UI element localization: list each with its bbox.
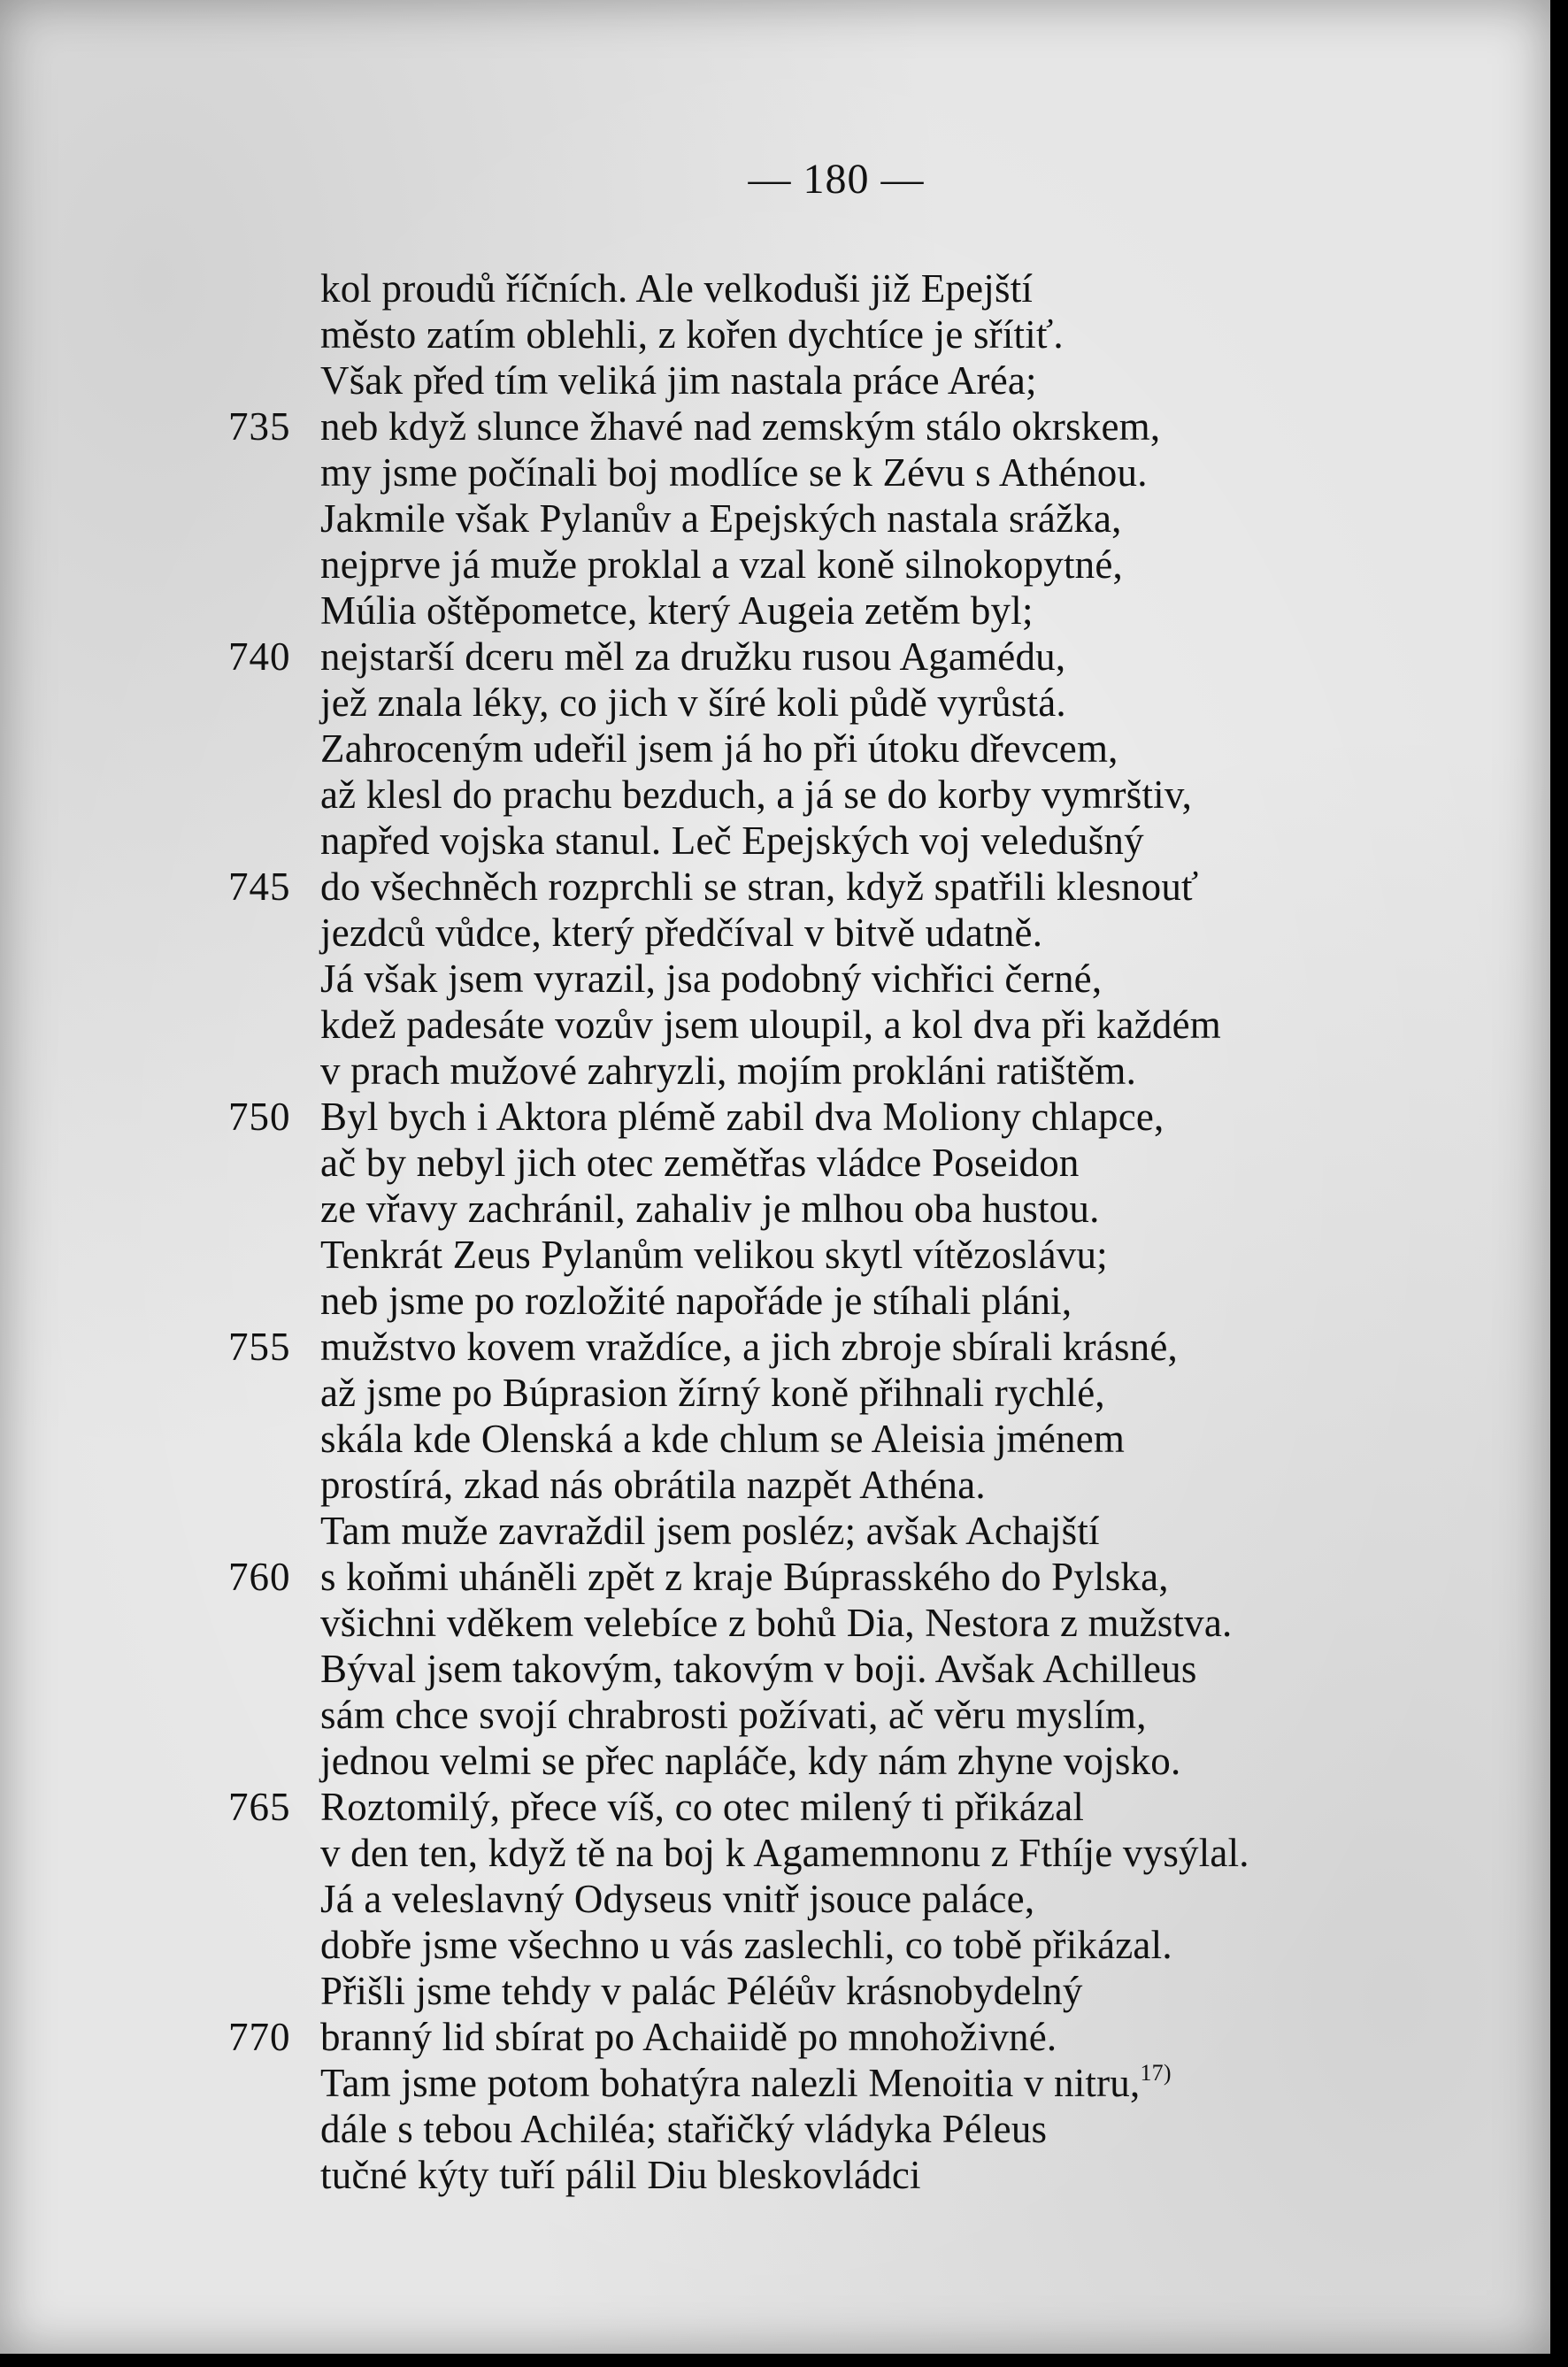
line-text-body: město zatím oblehli, z kořen dychtíce je sřítiť. [320, 312, 1064, 357]
line-text [320, 450, 1382, 496]
line-text [320, 1830, 1382, 1876]
line-text [320, 1554, 1382, 1600]
line-number: 755 [228, 1325, 291, 1369]
line-text-body: v prach mužové zahryzli, mojím prokláni ratištěm. [320, 1049, 1137, 1093]
poem-line [0, 2152, 1550, 2198]
poem-line [0, 1508, 1550, 1554]
line-text [320, 2060, 1382, 2106]
line-number: 740 [228, 634, 291, 679]
poem-line [0, 496, 1550, 542]
line-text-body: Však před tím veliká jim nastala práce Aréa; [320, 358, 1037, 403]
poem-line [0, 634, 1550, 680]
line-text [320, 1508, 1382, 1554]
poem-line [0, 680, 1550, 726]
line-text-body: Přišli jsme tehdy v palác Péléův krásnobydelný [320, 1969, 1083, 2013]
poem-line [0, 1324, 1550, 1370]
poem-line [0, 1002, 1550, 1048]
line-text [320, 2152, 1382, 2198]
poem-line [0, 1416, 1550, 1462]
line-text-body: Múlia oštěpometce, který Augeia zetěm byl; [320, 588, 1034, 633]
poem-line [0, 1646, 1550, 1692]
poem-line [0, 2060, 1550, 2106]
line-text-body: kdež padesáte vozův jsem uloupil, a kol dva při každém [320, 1003, 1221, 1047]
poem-line [0, 1600, 1550, 1646]
line-text-body: Roztomilý, přece víš, co otec milený ti přikázal [320, 1785, 1085, 1829]
line-text [320, 910, 1382, 956]
poem-line [0, 357, 1550, 403]
line-text [320, 1278, 1382, 1324]
line-text [320, 1646, 1382, 1692]
line-text [320, 542, 1382, 588]
line-text [320, 2014, 1382, 2060]
line-text [320, 1416, 1382, 1462]
line-text-body: ač by nebyl jich otec zemětřas vládce Poseidon [320, 1141, 1080, 1185]
line-text [320, 680, 1382, 726]
line-text [320, 1692, 1382, 1738]
line-text-body: nejprve já muže proklal a vzal koně silnokopytné, [320, 542, 1124, 587]
poem-line [0, 818, 1550, 864]
line-text [320, 1968, 1382, 2014]
line-text [320, 403, 1382, 450]
line-number: 770 [228, 2015, 291, 2059]
poem-line [0, 1876, 1550, 1922]
poem-line [0, 2014, 1550, 2060]
line-number: 750 [228, 1095, 291, 1139]
line-text [320, 1738, 1382, 1784]
poem-line [0, 1784, 1550, 1830]
poem-line [0, 772, 1550, 818]
line-text-body: kol proudů říčních. Ale velkoduši již Epejští [320, 266, 1034, 311]
poem-line [0, 265, 1550, 311]
line-text [320, 818, 1382, 864]
line-text [320, 357, 1382, 403]
line-text [320, 265, 1382, 311]
poem-line [0, 864, 1550, 910]
poem-line [0, 956, 1550, 1002]
line-text [320, 2106, 1382, 2152]
line-text [320, 1876, 1382, 1922]
line-text-body: nejstarší dceru měl za družku rusou Agamédu, [320, 634, 1066, 679]
line-text [320, 1232, 1382, 1278]
poem-line [0, 1462, 1550, 1508]
line-text-body: s koňmi uháněli zpět z kraje Búprasského do Pylska, [320, 1555, 1169, 1599]
line-text [320, 1186, 1382, 1232]
line-text [320, 311, 1382, 357]
line-text-body: Býval jsem takovým, takovým v boji. Avšak Achilleus [320, 1647, 1197, 1691]
line-text [320, 956, 1382, 1002]
line-text-body: dobře jsme všechno u vás zaslechli, co tobě přikázal. [320, 1923, 1172, 1967]
line-text [320, 1922, 1382, 1968]
line-text-body: Byl bych i Aktora plémě zabil dva Moliony chlapce, [320, 1095, 1164, 1139]
line-text-body: až klesl do prachu bezduch, a já se do korby vymrštiv, [320, 772, 1193, 817]
poem-line [0, 1370, 1550, 1416]
poem-line [0, 1186, 1550, 1232]
line-text [320, 1600, 1382, 1646]
poem-line [0, 726, 1550, 772]
poem-line [0, 588, 1550, 634]
line-text [320, 1094, 1382, 1140]
line-text [320, 1784, 1382, 1830]
line-number: 745 [228, 865, 291, 909]
line-text-body: neb jsme po rozložité napořáde je stíhali pláni, [320, 1279, 1072, 1323]
line-text-body: tučné kýty tuří pálil Diu bleskovládci [320, 2153, 921, 2197]
line-text-body: Tam jsme potom bohatýra nalezli Menoitia v nitru, [320, 2061, 1141, 2105]
line-text-body: až jsme po Búprasion žírný koně přihnali rychlé, [320, 1371, 1105, 1415]
poem-line [0, 1278, 1550, 1324]
line-text-body: my jsme počínali boj modlíce se k Zévu s Athénou. [320, 450, 1148, 495]
poem-line [0, 910, 1550, 956]
line-text-body: Tenkrát Zeus Pylanům velikou skytl vítězoslávu; [320, 1233, 1108, 1277]
line-text-body: sám chce svojí chrabrosti požívati, ač věru myslím, [320, 1693, 1147, 1737]
line-text [320, 496, 1382, 542]
line-text [320, 634, 1382, 680]
line-text [320, 1002, 1382, 1048]
line-text [320, 772, 1382, 818]
poem-line [0, 1140, 1550, 1186]
poem-line [0, 542, 1550, 588]
poem-line [0, 1968, 1550, 2014]
line-text-body: v den ten, když tě na boj k Agamemnonu z Fthíje vysýlal. [320, 1831, 1249, 1875]
poem-line [0, 403, 1550, 450]
line-text [320, 1140, 1382, 1186]
line-text-body: napřed vojska stanul. Leč Epejských voj veledušný [320, 818, 1144, 863]
line-text [320, 1370, 1382, 1416]
line-text-body: Tam muže zavraždil jsem posléz; avšak Achajští [320, 1509, 1100, 1553]
poem-line [0, 1094, 1550, 1140]
footnote-marker: 17) [1140, 2060, 1172, 2086]
poem-line [0, 1048, 1550, 1094]
line-text-body: Jakmile však Pylanův a Epejských nastala srážka, [320, 496, 1122, 541]
line-text-body: Zahroceným udeřil jsem já ho při útoku dřevcem, [320, 726, 1118, 771]
line-number: 765 [228, 1785, 291, 1829]
line-text-body: Já však jsem vyrazil, jsa podobný vichřici černé, [320, 957, 1103, 1001]
line-text [320, 864, 1382, 910]
poem-line [0, 450, 1550, 496]
line-text [320, 588, 1382, 634]
poem-line [0, 1232, 1550, 1278]
line-text-body: jež znala léky, co jich v šíré koli půdě vyrůstá. [320, 680, 1066, 725]
line-text [320, 726, 1382, 772]
page-number: — 180 — [748, 156, 925, 203]
poem-line [0, 1554, 1550, 1600]
line-text-body: skála kde Olenská a kde chlum se Aleisia jménem [320, 1417, 1126, 1461]
line-text-body: do všechněch rozprchli se stran, když spatřili klesnouť [320, 865, 1199, 909]
line-text-body: Já a veleslavný Odyseus vnitř jsouce paláce, [320, 1877, 1035, 1921]
line-text [320, 1324, 1382, 1370]
line-number: 735 [228, 404, 291, 449]
line-text [320, 1048, 1382, 1094]
line-text-body: prostírá, zkad nás obrátila nazpět Athéna. [320, 1463, 986, 1507]
poem-line [0, 1738, 1550, 1784]
line-text-body: jednou velmi se přec napláče, kdy nám zhyne vojsko. [320, 1739, 1181, 1783]
poem-line [0, 2106, 1550, 2152]
line-text-body: ze vřavy zachránil, zahaliv je mlhou oba hustou. [320, 1187, 1100, 1231]
line-number: 760 [228, 1555, 291, 1599]
line-text-body: dále s tebou Achiléa; stařičký vládyka Péleus [320, 2107, 1048, 2151]
poem-line [0, 311, 1550, 357]
line-text [320, 1462, 1382, 1508]
line-text-body: neb když slunce žhavé nad zemským stálo okrskem, [320, 404, 1161, 449]
line-text-body: branný lid sbírat po Achaiidě po mnohoživné. [320, 2015, 1057, 2059]
poem-line [0, 1830, 1550, 1876]
poem-text [0, 265, 1550, 2198]
poem-line [0, 1922, 1550, 1968]
poem-line [0, 1692, 1550, 1738]
line-text-body: jezdců vůdce, který předčíval v bitvě udatně. [320, 911, 1043, 955]
line-text-body: mužstvo kovem vraždíce, a jich zbroje sbírali krásné, [320, 1325, 1179, 1369]
line-text-body: všichni vděkem velebíce z bohů Dia, Nestora z mužstva. [320, 1601, 1233, 1645]
